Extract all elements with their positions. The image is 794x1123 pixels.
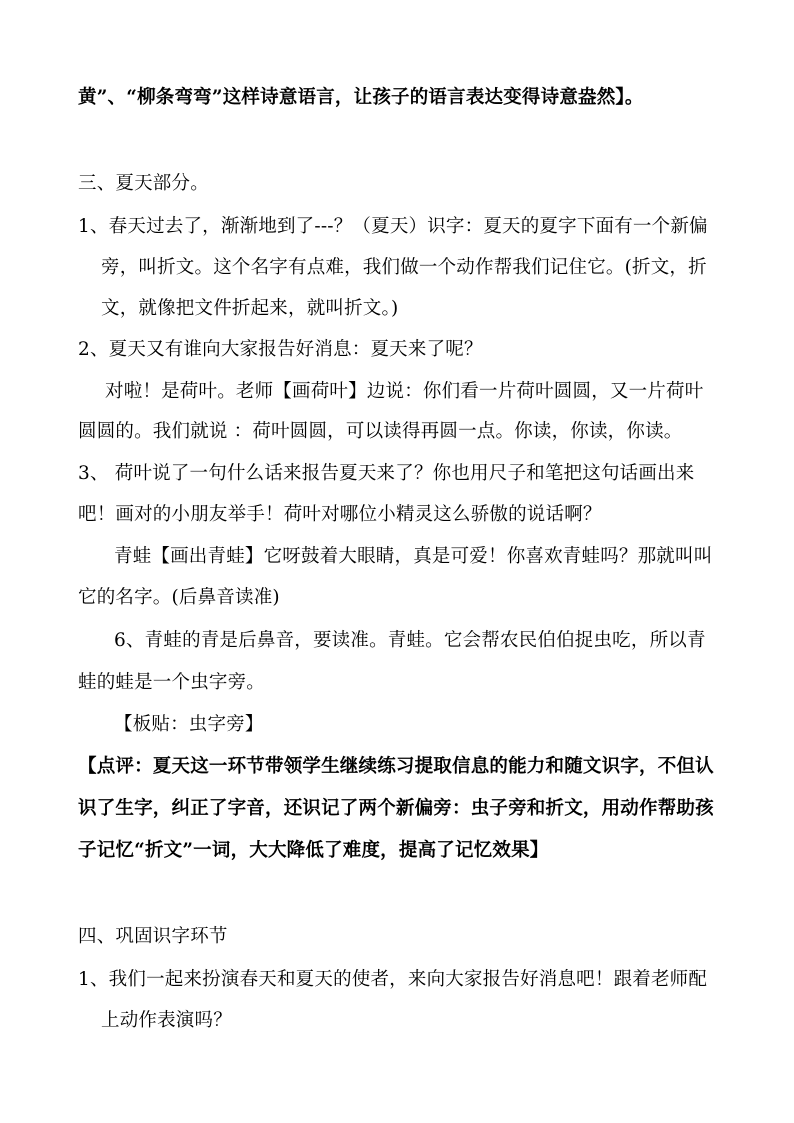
paragraph-line: 黄”、“柳条弯弯”这样诗意语言，让孩子的语言表达变得诗意盎然】。: [78, 87, 644, 108]
list-item-line: 1、我们一起来扮演春天和夏天的使者，来向大家报告好消息吧！跟着老师配: [78, 969, 708, 990]
list-item-line: 1、春天过去了，渐渐地到了---？（夏天）识字：夏天的夏字下面有一个新偏: [78, 216, 708, 237]
list-item-line: 3、 荷叶说了一句什么话来报告夏天来了？你也用尺子和笔把这句话画出来: [78, 463, 695, 484]
list-item-line: 旁，叫折文。这个名字有点难，我们做一个动作帮我们记住它。(折文，折: [101, 257, 707, 278]
paragraph-line: 圆圆的。我们就说 ：荷叶圆圆，可以读得再圆一点。你读，你读，你读。: [78, 421, 683, 442]
section-heading: 三、夏天部分。: [78, 173, 209, 194]
paragraph-line: 蛙的蛙是一个虫字旁。: [78, 672, 266, 693]
list-item-line: 文，就像把文件折起来，就叫折文。): [101, 298, 399, 319]
paragraph-line: 吧！画对的小朋友举手！荷叶对哪位小精灵这么骄傲的说话啊？: [78, 504, 602, 525]
paragraph-line: 对啦！是荷叶。老师【画荷叶】边说：你们看一片荷叶圆圆，又一片荷叶: [105, 381, 704, 402]
commentary-line: 识了生字，纠正了字音，还识记了两个新偏旁：虫子旁和折文，用动作帮助孩: [78, 798, 714, 819]
paragraph-line: 青蛙【画出青蛙】它呀鼓着大眼睛，真是可爱！你喜欢青蛙吗？那就叫叫: [114, 546, 713, 567]
paragraph-line: 6、青蛙的青是后鼻音，要读准。青蛙。它会帮农民伯伯捉虫吃，所以青: [114, 630, 706, 651]
paragraph-line: 它的名字。(后鼻音读准): [78, 587, 280, 608]
commentary-line: 子记忆“折文”一词，大大降低了难度，提高了记忆效果】: [78, 840, 549, 861]
board-note: 【板贴：虫字旁】: [114, 714, 264, 735]
list-item-line: 上动作表演吗？: [101, 1010, 232, 1031]
list-item-line: 2、夏天又有谁向大家报告好消息：夏天来了呢？: [78, 339, 483, 360]
commentary-line: 【点评：夏天这一环节带领学生继续练习提取信息的能力和随文识字，不但认: [78, 756, 714, 777]
section-heading: 四、巩固识字环节: [78, 926, 228, 947]
